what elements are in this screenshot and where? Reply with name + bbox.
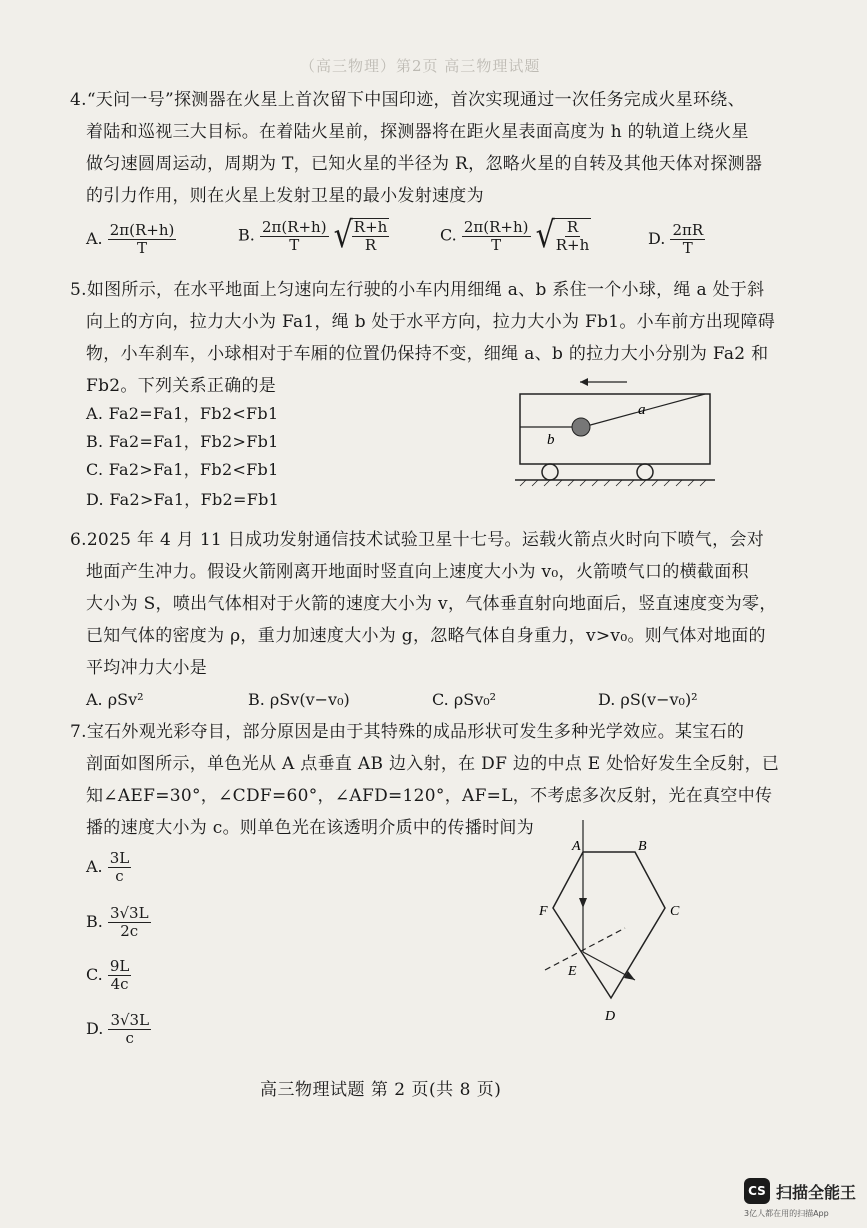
q7-line-3: 知∠AEF=30°，∠CDF=60°，∠AFD=120°，AF=L，不考虑多次反射，光在真空中传 <box>86 786 773 806</box>
fraction: $\frac{3L}{c}$ <box>109 849 130 885</box>
q6-line-3: 大小为 S，喷出气体相对于火箭的速度大小为 v，气体垂直射向地面后，竖直速度变为零， <box>86 594 777 614</box>
q4-line-4: 的引力作用，则在火星上发射卫星的最小发射速度为 <box>86 186 484 206</box>
q6-line-1: 6.2025 年 4 月 11 日成功发射通信技术试验卫星十七号。运载火箭点火时向下喷气，会对 <box>70 530 765 550</box>
q5-line-3: 物，小车刹车，小球相对于车厢的位置仍保持不变，细绳 a、b 的拉力大小分别为 Fa2 和 <box>86 344 769 364</box>
q4-option-a: A. $\frac{2\pi(R+h)}{T}$ <box>86 221 175 257</box>
q4-line-2: 着陆和巡视三大目标。在着陆火星前，探测器将在距火星表面高度为 h 的轨道上绕火星 <box>86 122 749 142</box>
q6-option-b: B. ρSv(v−v₀) <box>248 690 350 709</box>
q4-option-c: C. $\frac{2\pi(R+h)}{T}$ √ $\frac{R}{R+h}$ <box>440 214 590 257</box>
q6-option-c: C. ρSv₀² <box>432 690 497 709</box>
gem-figure <box>525 820 700 1030</box>
fraction: $\frac{2\pi(R+h)}{T}$ <box>261 217 327 254</box>
q7-option-b: B. $\frac{3√3L}{2c}$ <box>86 904 149 940</box>
q4-option-d: D. $\frac{2\pi R}{T}$ <box>648 221 704 257</box>
q5-option-c: C. Fa2>Fa1，Fb2<Fb1 <box>86 460 279 479</box>
wheel-left <box>542 464 558 480</box>
sqrt: √ $\frac{R+h}{R}$ <box>333 214 388 257</box>
faded-header: （高三物理）第2页 高三物理试题 <box>300 57 541 75</box>
label-A: A <box>572 839 581 854</box>
q6-line-5: 平均冲力大小是 <box>86 658 208 678</box>
q4-line-1: 4.“天问一号”探测器在火星上首次留下中国印迹，首次实现通过一次任务完成火星环绕、 <box>70 90 745 110</box>
watermark-subtitle: 3亿人都在用的扫描App <box>744 1209 829 1218</box>
scanner-watermark <box>744 1178 856 1204</box>
q6-line-4: 已知气体的密度为 ρ，重力加速度大小为 g，忽略气体自身重力，v>v₀。则气体对地面的 <box>86 626 766 646</box>
normal-line <box>545 928 625 970</box>
label-a: a <box>638 402 646 418</box>
q5-line-2: 向上的方向，拉力大小为 Fa1，绳 b 处于水平方向，拉力大小为 Fb1。小车前方出现障碍 <box>86 312 776 332</box>
q7-line-4: 播的速度大小为 c。则单色光在该透明介质中的传播时间为 <box>86 818 535 838</box>
page-footer: 高三物理试题 第 2 页(共 8 页) <box>260 1080 502 1100</box>
label-F: F <box>539 904 548 919</box>
q4-line-3: 做匀速圆周运动，周期为 T，已知火星的半径为 R，忽略火星的自转及其他天体对探测器 <box>86 154 763 174</box>
q5-option-a: A. Fa2=Fa1，Fb2<Fb1 <box>86 404 279 423</box>
q6-option-a: A. ρSv² <box>86 690 144 709</box>
q7-option-c: C. $\frac{9L}{4c}$ <box>86 957 130 993</box>
fraction: $\frac{2\pi(R+h)}{T}$ <box>463 217 529 254</box>
fraction: $\frac{2\pi R}{T}$ <box>672 221 704 257</box>
q7-line-1: 7.宝石外观光彩夺目，部分原因是由于其特殊的成品形状可发生多种光学效应。某宝石的 <box>70 722 745 742</box>
q4-option-b: B. $\frac{2\pi(R+h)}{T}$ √ $\frac{R+h}{R}$ <box>238 214 388 257</box>
ball <box>572 418 590 436</box>
q5-option-d: D. Fa2>Fa1，Fb2=Fb1 <box>86 490 280 509</box>
label-b: b <box>547 432 555 448</box>
cart-body <box>520 394 710 464</box>
q6-line-2: 地面产生冲力。假设火箭刚离开地面时竖直向上速度大小为 v₀，火箭喷气口的横截面积 <box>86 562 749 582</box>
q7-option-a: A. $\frac{3L}{c}$ <box>86 849 130 885</box>
q7-option-d: D. $\frac{3√3L}{c}$ <box>86 1011 150 1047</box>
q6-option-d: D. ρS(v−v₀)² <box>598 690 698 709</box>
camscanner-logo-icon: CS <box>744 1178 770 1204</box>
q5-line-4: Fb2。下列关系正确的是 <box>86 376 277 396</box>
arrow-head <box>580 378 588 386</box>
q7-line-2: 剖面如图所示，单色光从 A 点垂直 AB 边入射，在 DF 边的中点 E 处恰好发生全反射，已 <box>86 754 780 774</box>
wheel-right <box>637 464 653 480</box>
q5-line-1: 5.如图所示，在水平地面上匀速向左行驶的小车内用细绳 a、b 系住一个小球，绳 a 处于斜 <box>70 280 765 300</box>
label-D: D <box>605 1009 616 1024</box>
label-B: B <box>638 839 647 854</box>
sqrt: √ $\frac{R}{R+h}$ <box>535 214 590 257</box>
watermark-name: 扫描全能王 <box>776 1182 857 1202</box>
fraction: $\frac{2\pi(R+h)}{T}$ <box>109 221 175 257</box>
fraction: $\frac{3√3L}{2c}$ <box>109 904 149 940</box>
fraction: $\frac{3√3L}{c}$ <box>110 1011 150 1047</box>
fraction: $\frac{9L}{4c}$ <box>109 957 130 993</box>
ground-hatch <box>520 480 706 486</box>
label-C: C <box>670 904 680 919</box>
q5-option-b: B. Fa2=Fa1，Fb2>Fb1 <box>86 432 279 451</box>
cart-figure <box>515 372 715 492</box>
label-E: E <box>568 964 577 979</box>
ray-arrow-down <box>579 898 587 908</box>
